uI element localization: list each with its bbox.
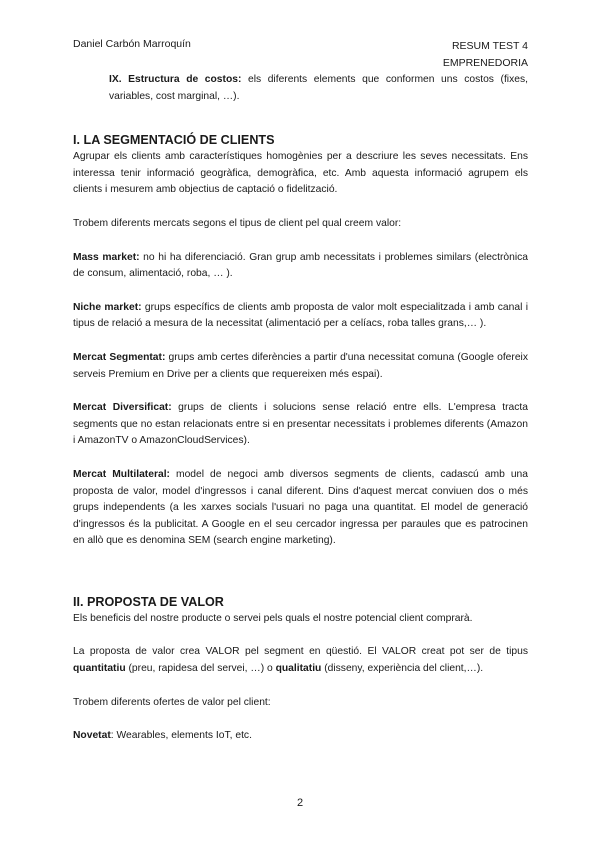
section1-heading: I. LA SEGMENTACIÓ DE CLIENTS [73,133,275,148]
page-content [73,72,528,745]
value-qualitative: qualitatiu [275,663,322,675]
value-text-b: (preu, rapidesa del servei, …) o [125,663,276,675]
segmented-market-paragraph [73,350,528,383]
item-ix-paragraph [73,72,528,105]
section1-intro: Agrupar els clients amb característiques homogènies per a descriure les seves necessitats. Ens interessa tenir informació geogràfica, demogràfica, etc. Amb aquesta informació agrupem els clients i mesurem amb objectius de captació o fidelització. [73,151,528,196]
offers-intro: Trobem diferents ofertes de valor pel client: [73,696,271,708]
value-text-a: La proposta de valor crea VALOR pel segment en qüestió. El VALOR creat pot ser de tipus [73,646,528,658]
niche-market-paragraph [73,300,528,333]
multilateral-market-text: model de negoci amb diversos segments de clients, cadascú amb una proposta de valor, model d'ingressos i canal diferent. Dins d'aquest mercat conviuen dos o més grups independents (a les xarxes socials l'usuari no paga una quantitat. El model de generació d'ingressos és la publicitat. A Google en el seu cercador ingressa per paraules que es patrocinen en allò que es denomina SEM (search engine marketing). [73,468,529,547]
page-number: 2 [296,797,304,809]
item-ix-term: IX. Estructura de costos: [109,74,242,85]
value-text-c: (disseny, experiència del client,…). [321,663,484,675]
mass-market-text: no hi ha diferenciació. Gran grup amb necessitats i problemes similars (electrònica de consum, alimentació, roba, … ). [73,251,528,280]
header-title [443,38,528,72]
multilateral-market-paragraph [73,467,528,550]
segmented-market-term: Mercat Segmentat: [73,351,166,363]
niche-market-term: Niche market: [73,301,142,313]
diversified-market-term: Mercat Diversificat: [73,402,172,414]
header-title-line2: EMPRENEDORIA [442,57,528,69]
value-proposition-paragraph [73,644,528,677]
mass-market-paragraph [73,250,528,283]
diversified-market-paragraph [73,400,528,450]
segmented-market-text: grups amb certes diferències a partir d'una necessitat comuna (Google ofereix serveis Premium en Drive per a clients que requereixen més espai). [73,351,528,380]
novelty-term: Novetat [73,730,111,742]
novelty-text: : Wearables, elements IoT, etc. [110,730,252,742]
header-title-line1: RESUM TEST 4 [451,40,528,52]
mass-market-term: Mass market: [73,251,140,263]
header-author: Daniel Carbón Marroquín [73,38,191,50]
novelty-paragraph [73,728,528,745]
value-quantitative: quantitatiu [73,663,126,675]
item-ix-text: els diferents elements que conformen uns costos (fixes, variables, cost marginal, …). [109,74,528,102]
markets-intro: Trobem diferents mercats segons el tipus de client pel qual creem valor: [73,217,402,229]
niche-market-text: grups específics de clients amb proposta de valor molt especialitzada i amb canal i tipus de relació a mesura de la necessitat (alimentació per a celíacs, roba talles grans,… ). [73,301,528,330]
diversified-market-text: grups de clients i solucions sense relació entre ells. L'empresa tracta segments que no estan relacionats entre si en presentar necessitats i problemes diferents (Amazon i AmazonTV o AmazonCloudServices). [73,402,528,447]
section2-intro: Els beneficis del nostre producte o servei pels quals el nostre potencial client comprarà. [73,612,473,624]
section2-heading: II. PROPOSTA DE VALOR [73,594,224,609]
multilateral-market-term: Mercat Multilateral: [73,468,170,480]
